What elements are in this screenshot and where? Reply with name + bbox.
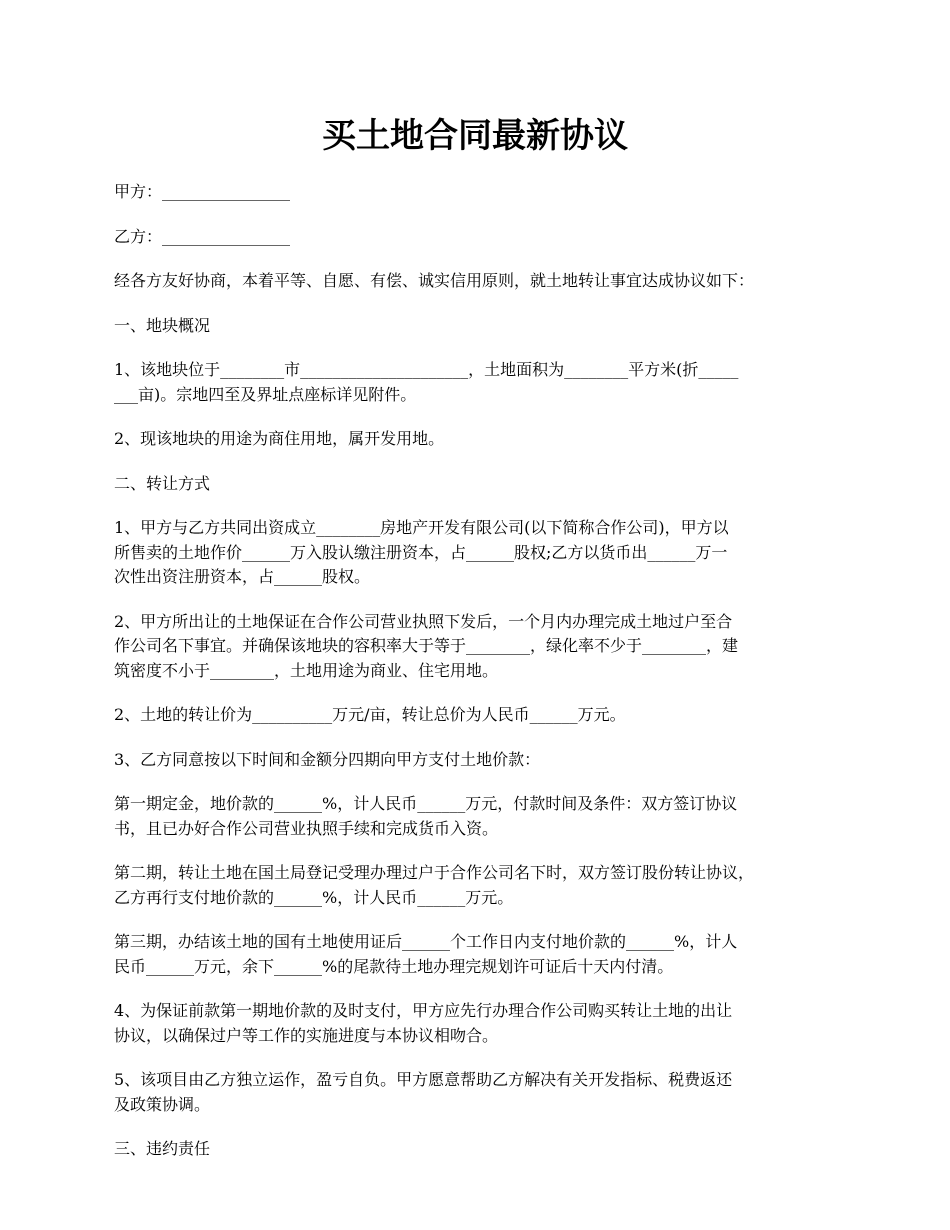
section-heading-transfer-method: 二、转让方式 <box>114 473 211 493</box>
clause-paragraph: 2、现该地块的用途为商住用地，属开发用地。 <box>114 429 445 448</box>
preamble-paragraph: 经各方友好协商，本着平等、自愿、有偿、诚实信用原则，就土地转让事宜达成协议如下： <box>114 271 755 290</box>
party-b-line: 乙方：________________ <box>114 226 291 246</box>
section-heading-land-overview: 一、地块概况 <box>114 315 211 335</box>
clause-paragraph: 2、甲方所出让的土地保证在合作公司营业执照下发后，一个月内办理完成土地过户至合 作公司名下事宜。并确保该地块的容积率大于等于________，绿化率不少于________，建 筑密度不小于________，土地用途为商业、住宅用地。 <box>114 611 739 680</box>
payment-phase-paragraph: 第三期，办结该土地的国有土地使用证后______个工作日内支付地价款的______%，计人 民币______万元，余下______%的尾款待土地办理完规划许可证后十天内付清。 <box>114 932 738 976</box>
payment-phase-paragraph: 第一期定金，地价款的______%，计人民币______万元，付款时间及条件：双方签订协议 书，且已办好合作公司营业执照手续和完成货币入资。 <box>114 794 738 838</box>
section-heading-liability: 三、违约责任 <box>114 1139 211 1158</box>
clause-paragraph: 1、甲方与乙方共同出资成立________房地产开发有限公司(以下简称合作公司)，甲方以 所售卖的土地作价______万入股认缴注册资本，占______股权;乙方以货币出______万一 次性出资注册资本，占______股权。 <box>114 518 729 586</box>
clause-paragraph: 2、土地的转让价为__________万元/亩，转让总价为人民币______万元。 <box>114 705 626 724</box>
document-body <box>114 180 854 1182</box>
payment-phase-paragraph: 第二期，转让土地在国土局登记受理办理过户于合作公司名下时，双方签订股份转让协议， 乙方再行支付地价款的______%，计人民币______万元。 <box>114 863 755 907</box>
clause-paragraph: 5、该项目由乙方独立运作，盈亏自负。甲方愿意帮助乙方解决有关开发指标、税费返还 及政策协调。 <box>114 1070 733 1114</box>
clause-paragraph: 3、乙方同意按以下时间和金额分四期向甲方支付土地价款： <box>114 749 541 769</box>
clause-paragraph: 1、该地块位于________市_____________________，土地面积为________平方米(折_____ ___亩)。宗地四至及界址点座标详见附件。 <box>114 360 739 404</box>
clause-paragraph: 4、为保证前款第一期地价款的及时支付，甲方应先行办理合作公司购买转让土地的出让 协议，以确保过户等工作的实施进度与本协议相吻合。 <box>114 1001 733 1045</box>
party-a-line: 甲方：________________ <box>114 182 291 201</box>
document-title: 买土地合同最新协议 <box>322 116 628 156</box>
